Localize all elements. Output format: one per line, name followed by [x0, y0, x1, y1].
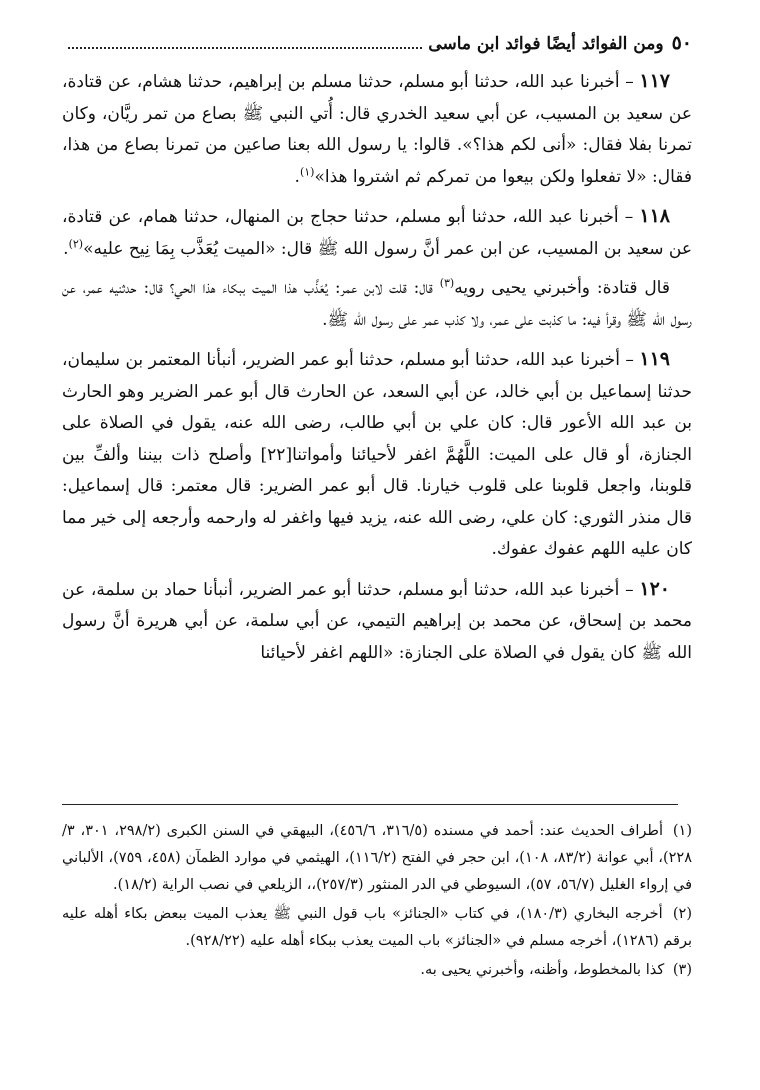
- footnote-text: كذا بالمخطوط، وأظنه، وأخبرني يحيى به.: [420, 962, 665, 978]
- text-tail: .: [294, 166, 300, 187]
- hadith-117: [62, 66, 692, 193]
- footnote-1: [62, 818, 692, 899]
- hadith-text: – أخبرنا عبد الله، حدثنا أبو مسلم، حدثنا أبو عمر الضرير، أنبأنا المعتمر بن سليمان، حدثنا إسماعيل بن أبي خالد، عن أبي السعد، عن الحارث قال أبو عمر الضرير وهو الحارث بن عبد الله الأعور قال: كان علي بن أبي طالب، رضى الله عنه، يقول في الصلاة على الجنازة، أو قال على الميت: اللَّهُمَّ اغفر لأحيائنا وأمواتنا[٢٢] وأصلح ذات بيننا وألفِّ بين قلوبنا، واجعل قلوبنا على قلوب خيارنا. قال أبو عمر الضرير: قال معتمر: قال إسماعيل: قال منذر الثوري: كان علي، رضى الله عنه، يزيد فيها واغفر له وارحمه وأرجعه إلى خير مما كان عليه اللهم عفوك عفوك.: [62, 350, 692, 559]
- footnote-text: أطراف الحديث عند: أحمد في مسنده (٣١٦/٥، ٤٥٦/٦)، البيهقي في السنن الكبرى (٢٩٨/٢، ٣٠١، ٣/ ٢٢٨)، أبي عوانة (٨٣/٢، ١٠٨)، ابن حجر في الفتح (١١٦/٢)، الهيثمي في موارد الظمآن (٤٥٨، ٧٥٩)، الألباني في إرواء الغليل (٥٦/٧، ٥٧)، السيوطي في الدر المنثور (٢٥٧/٣)،، الزيلعي في نصب الراية (١٨/٢).: [62, 823, 692, 893]
- footnote-number: (١): [672, 823, 692, 839]
- hadith-120: [62, 574, 692, 670]
- hadith-text: – أخبرنا عبد الله، حدثنا أبو مسلم، حدثنا مسلم بن إبراهيم، حدثنا هشام، عن قتادة، عن سعيد بن المسيب، عن أبي سعيد الخدري قال: أُتي النبي ﷺ بصاع من تمر ريَّان، وكان تمرنا بفلا فقال: «أنى لكم هذا؟». قالوا: يا رسول الله بعنا صاعين من تمرنا بصاع من هذا، فقال: «لا تفعلوا ولكن بيعوا من تمركم ثم اشتروا هذا»: [62, 72, 692, 187]
- qatada-note: [62, 273, 692, 336]
- hadith-119: [62, 344, 692, 566]
- text-tail: .: [63, 238, 69, 259]
- page: [62, 32, 692, 677]
- footnote-3: [62, 957, 692, 984]
- footnote-divider: [62, 804, 678, 805]
- running-title: ومن الفوائد أيضًا فوائد ابن ماسى: [428, 34, 664, 54]
- footnote-2: [62, 901, 692, 955]
- hadith-text: – أخبرنا عبد الله، حدثنا أبو مسلم، حدثنا أبو عمر الضرير، أنبأنا حماد بن سلمة، عن محمد بن إسحاق، عن محمد بن إبراهيم التيمي، عن أبي سلمة، عن أبي هريرة أنَّ رسول الله ﷺ كان يقول في الصلاة على الجنازة: «اللهم اغفر لأحيائنا: [62, 579, 692, 663]
- footnote-number: (٢): [672, 906, 692, 922]
- footnote-ref[interactable]: (٣): [439, 276, 455, 290]
- main-text: [62, 66, 692, 669]
- hadith-number: ١١٨: [639, 205, 671, 227]
- footnote-text: أخرجه البخاري (١٨٠/٣)، في كتاب «الجنائز» باب قول النبي ﷺ يعذب الميت ببعض بكاء أهله عليه برقم (١٢٨٦)، أخرجه مسلم في «الجنائز» باب الميت يعذب ببكاء أهله عليه (٩٢٨/٢٢).: [62, 906, 692, 949]
- note-text: قال قتادة: وأخبرني يحيى رويه: [454, 278, 670, 298]
- hadith-text: – أخبرنا عبد الله، حدثنا أبو مسلم، حدثنا حجاج بن المنهال، حدثنا همام، عن قتادة، عن سعيد بن المسيب، عن ابن عمر أنَّ رسول الله ﷺ قال: «الميت يُعَذَّب بِمَا نِيح عليه»: [62, 207, 692, 259]
- footnote-ref[interactable]: (١): [299, 164, 315, 178]
- page-header: [62, 32, 692, 62]
- text-tail: قال: قلت لابن عمر: يُعَذَّب هذا الميت ببكاء هذا الحي؟ قال: حدثنيه عمر، عن رسول الله ﷺ وقرأ فيه: ما كذبت على عمر، ولا كذب عمر على رسول الله ﷺ.: [62, 278, 692, 330]
- hadith-number: ١١٩: [639, 348, 671, 370]
- hadith-number: ١١٧: [639, 70, 671, 92]
- hadith-number: ١٢٠: [639, 577, 670, 600]
- footnote-ref[interactable]: (٢): [68, 236, 84, 250]
- hadith-118: [62, 201, 692, 265]
- dotted-leader: [68, 33, 422, 49]
- footnotes: [62, 818, 692, 986]
- footnote-number: (٣): [672, 962, 692, 978]
- page-number: ٥٠: [671, 32, 692, 54]
